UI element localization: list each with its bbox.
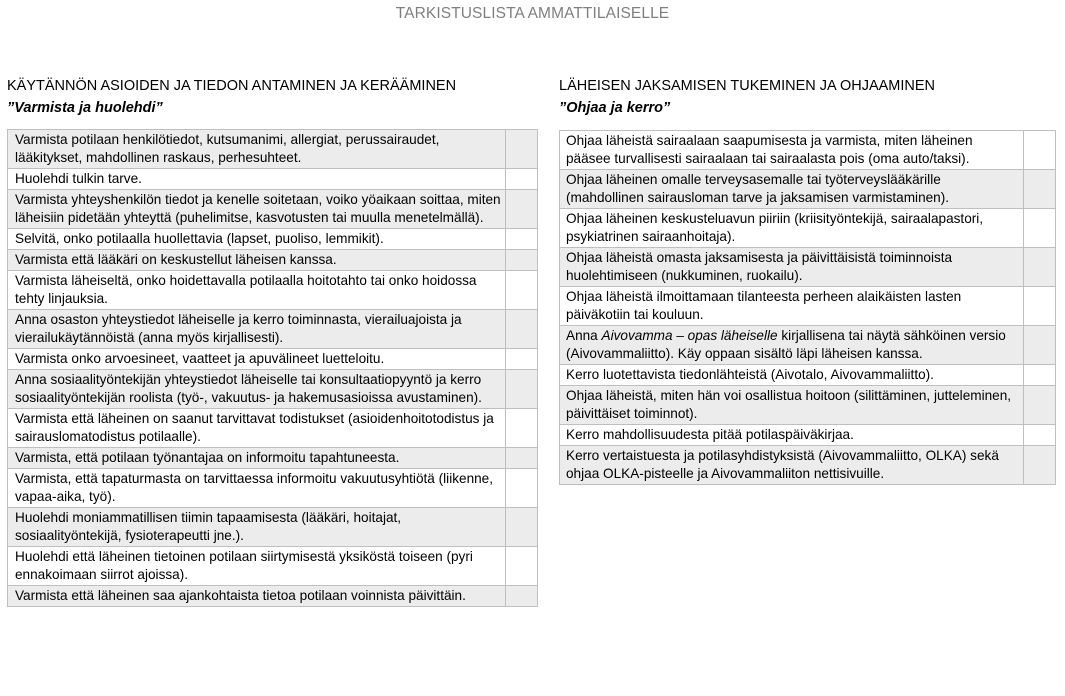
- checklist-checkbox[interactable]: [1024, 131, 1056, 170]
- checklist-checkbox[interactable]: [1024, 446, 1056, 485]
- checklist-checkbox[interactable]: [506, 169, 538, 190]
- checklist-row: [8, 271, 538, 310]
- checklist-row: [8, 169, 538, 190]
- checklist-item-text: Varmista että läheinen on saanut tarvittavat todistukset (asioidenhoitotodistus ja sairauslomatodistus potilaalle).: [8, 409, 506, 448]
- practical-matters-checklist: [7, 129, 538, 607]
- document-title: TARKISTUSLISTA AMMATTILAISELLE: [395, 5, 670, 22]
- checklist-row: [8, 448, 538, 469]
- checklist-row: [8, 586, 538, 607]
- checklist-item-text: Varmista, että potilaan työnantajaa on informoitu tapahtuneesta.: [8, 448, 506, 469]
- checklist-item-text: Ohjaa läheinen keskusteluavun piiriin (kriisityöntekijä, sairaalapastori, psykiatrinen sairaanhoitaja).: [560, 209, 1024, 248]
- checklist-checkbox[interactable]: [1024, 287, 1056, 326]
- checklist-row: [8, 310, 538, 349]
- checklist-row: [560, 425, 1056, 446]
- checklist-checkbox[interactable]: [506, 310, 538, 349]
- checklist-checkbox[interactable]: [506, 250, 538, 271]
- checklist-row: [8, 370, 538, 409]
- checklist-checkbox[interactable]: [1024, 326, 1056, 365]
- checklist-checkbox[interactable]: [506, 229, 538, 250]
- checklist-row: [8, 409, 538, 448]
- relative-support-checklist: [559, 130, 1056, 485]
- checklist-item-text: Huolehdi tulkin tarve.: [8, 169, 506, 190]
- checklist-item-text: Varmista että lääkäri on keskustellut läheisen kanssa.: [8, 250, 506, 271]
- checklist-checkbox[interactable]: [506, 130, 538, 169]
- checklist-item-text: Anna sosiaalityöntekijän yhteystiedot läheiselle tai konsultaatiopyyntö ja kerro sosiaalityöntekijän roolista (työ-, vakuutus- ja hakemusasioissa avustaminen).: [8, 370, 506, 409]
- checklist-row: [560, 248, 1056, 287]
- checklist-row: [560, 287, 1056, 326]
- checklist-row: [8, 250, 538, 271]
- checklist-checkbox[interactable]: [506, 190, 538, 229]
- checklist-row: [560, 386, 1056, 425]
- checklist-checkbox[interactable]: [1024, 386, 1056, 425]
- checklist-checkbox[interactable]: [1024, 425, 1056, 446]
- checklist-checkbox[interactable]: [1024, 209, 1056, 248]
- checklist-checkbox[interactable]: [506, 586, 538, 607]
- checklist-checkbox[interactable]: [506, 469, 538, 508]
- practical-matters-subheading: ”Varmista ja huolehdi”: [7, 100, 163, 116]
- checklist-row: [560, 326, 1056, 365]
- checklist-item-text: Kerro luotettavista tiedonlähteistä (Aivotalo, Aivovammaliitto).: [560, 365, 1024, 386]
- guide-text-after: kirjallisena tai näytä sähköinen versio (Aivovammaliitto). Käy oppaan sisältö läpi läheisen kanssa.: [566, 328, 1006, 361]
- checklist-item-text: Huolehdi että läheinen tietoinen potilaan siirtymisestä yksiköstä toiseen (pyri ennakoimaan siirrot ajoissa).: [8, 547, 506, 586]
- checklist-item-text: Varmista potilaan henkilötiedot, kutsumanimi, allergiat, perussairaudet, lääkitykset, mahdollinen raskaus, perhesuhteet.: [8, 130, 506, 169]
- checklist-item-text: Varmista, että tapaturmasta on tarvittaessa informoitu vakuutusyhtiötä (liikenne, vapaa-aika, työ).: [8, 469, 506, 508]
- checklist-item-text: Ohjaa läheistä sairaalaan saapumisesta ja varmista, miten läheinen pääsee turvallisesti sairaalaan tai sairaalasta pois (oma auto/taksi).: [560, 131, 1024, 170]
- checklist-item-text: Varmista että läheinen saa ajankohtaista tietoa potilaan voinnista päivittäin.: [8, 586, 506, 607]
- guide-text-before: Anna: [566, 328, 602, 343]
- checklist-row: [8, 469, 538, 508]
- checklist-checkbox[interactable]: [506, 409, 538, 448]
- practical-matters-heading: KÄYTÄNNÖN ASIOIDEN JA TIEDON ANTAMINEN JA KERÄÄMINEN: [7, 78, 457, 94]
- checklist-row: [560, 170, 1056, 209]
- checklist-row: [560, 209, 1056, 248]
- checklist-row: [8, 190, 538, 229]
- checklist-checkbox[interactable]: [506, 349, 538, 370]
- checklist-item-text: Varmista läheiseltä, onko hoidettavalla potilaalla hoitotahto tai onko hoidossa tehty linjauksia.: [8, 271, 506, 310]
- checklist-row: [8, 508, 538, 547]
- checklist-row: [8, 547, 538, 586]
- checklist-item-text: Varmista yhteyshenkilön tiedot ja kenelle soitetaan, voiko yöaikaan soittaa, miten läheisiin pidetään yhteyttä (puhelimitse, kasvotusten tai muulla menetelmällä).: [8, 190, 506, 229]
- checklist-checkbox[interactable]: [1024, 365, 1056, 386]
- checklist-row: [560, 446, 1056, 485]
- checklist-item-text: [560, 326, 1024, 365]
- checklist-checkbox[interactable]: [506, 547, 538, 586]
- checklist-row: [560, 365, 1056, 386]
- checklist-row: [8, 349, 538, 370]
- checklist-checkbox[interactable]: [506, 448, 538, 469]
- checklist-checkbox[interactable]: [506, 370, 538, 409]
- relative-support-heading: LÄHEISEN JAKSAMISEN TUKEMINEN JA OHJAAMINEN: [559, 78, 936, 94]
- checklist-item-text: Kerro mahdollisuudesta pitää potilaspäiväkirjaa.: [560, 425, 1024, 446]
- checklist-checkbox[interactable]: [1024, 248, 1056, 287]
- guide-booklet-title: Aivovamma – opas läheiselle: [601, 328, 778, 343]
- checklist-checkbox[interactable]: [1024, 170, 1056, 209]
- checklist-row: [8, 130, 538, 169]
- checklist-item-text: Varmista onko arvoesineet, vaatteet ja apuvälineet luetteloitu.: [8, 349, 506, 370]
- checklist-item-text: Kerro vertaistuesta ja potilasyhdistyksistä (Aivovammaliitto, OLKA) sekä ohjaa OLKA-pisteelle ja Aivovammaliiton nettisivuille.: [560, 446, 1024, 485]
- checklist-row: [8, 229, 538, 250]
- checklist-item-text: Ohjaa läheistä ilmoittamaan tilanteesta perheen alaikäisten lasten päiväkotiin tai kouluun.: [560, 287, 1024, 326]
- practical-matters-section: [7, 78, 538, 607]
- relative-support-subheading: ”Ohjaa ja kerro”: [559, 100, 671, 116]
- checklist-item-text: Selvitä, onko potilaalla huollettavia (lapset, puoliso, lemmikit).: [8, 229, 506, 250]
- relative-support-section: [559, 78, 1056, 485]
- checklist-item-text: Ohjaa läheinen omalle terveysasemalle tai työterveyslääkärille (mahdollinen sairausloman tarve ja jaksamisen varmistaminen).: [560, 170, 1024, 209]
- checklist-item-text: Huolehdi moniammatillisen tiimin tapaamisesta (lääkäri, hoitajat, sosiaalityöntekijä, fysioterapeutti jne.).: [8, 508, 506, 547]
- checklist-checkbox[interactable]: [506, 508, 538, 547]
- checklist-checkbox[interactable]: [506, 271, 538, 310]
- checklist-item-text: Anna osaston yhteystiedot läheiselle ja kerro toiminnasta, vierailuajoista ja vierailukäytännöistä (anna myös kirjallisesti).: [8, 310, 506, 349]
- checklist-row: [560, 131, 1056, 170]
- checklist-item-text: Ohjaa läheistä omasta jaksamisesta ja päivittäisistä toiminnoista huolehtimiseen (nukkuminen, ruokailu).: [560, 248, 1024, 287]
- checklist-item-text: Ohjaa läheistä, miten hän voi osallistua hoitoon (silittäminen, jutteleminen, päivittäiset toiminnot).: [560, 386, 1024, 425]
